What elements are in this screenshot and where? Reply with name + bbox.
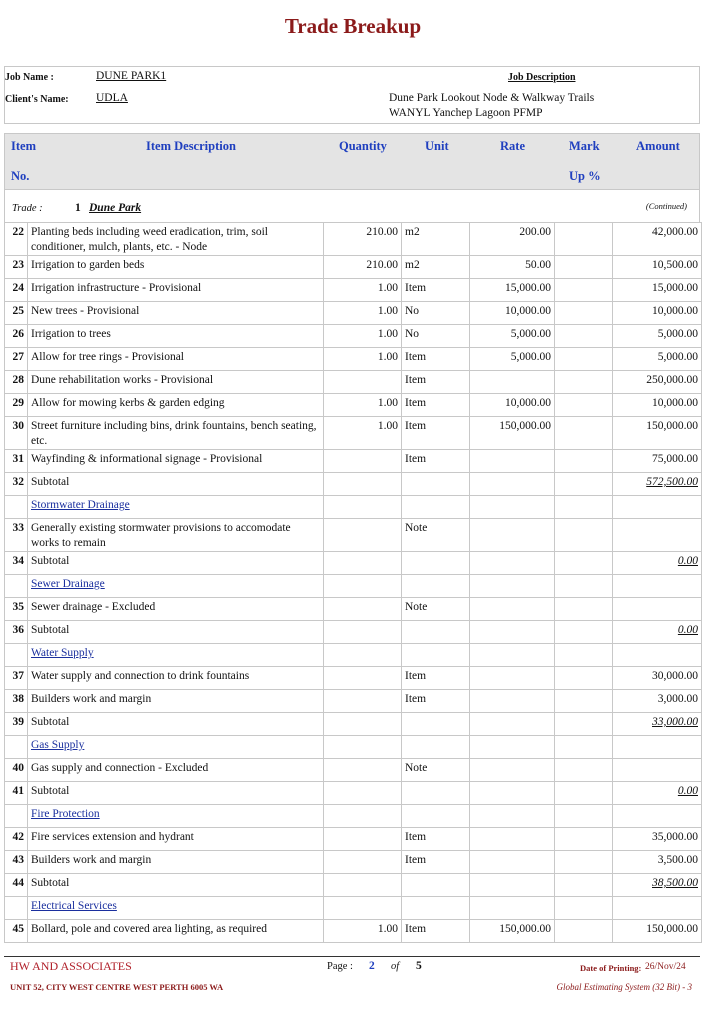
amount-cell <box>613 575 702 598</box>
quantity-cell <box>324 496 402 519</box>
description-cell: Wayfinding & informational signage - Provisional <box>28 450 324 473</box>
rate-cell: 10,000.00 <box>470 394 555 417</box>
section-row <box>5 897 702 920</box>
quantity-cell <box>324 736 402 759</box>
table-row <box>5 223 702 256</box>
footer-address: UNIT 52, CITY WEST CENTRE WEST PERTH 6005 WA <box>10 982 224 992</box>
subtotal-amount: 0.00 <box>677 785 698 797</box>
description-cell: Subtotal <box>28 713 324 736</box>
table-row <box>5 394 702 417</box>
amount-cell: 10,000.00 <box>613 394 702 417</box>
markup-cell <box>555 874 613 897</box>
subtotal-row <box>5 874 702 897</box>
amount-cell <box>613 897 702 920</box>
rate-cell <box>470 450 555 473</box>
rate-cell <box>470 644 555 667</box>
item-number-cell: 30 <box>5 417 28 450</box>
quantity-cell <box>324 874 402 897</box>
description-cell: Street furniture including bins, drink fountains, bench seating, etc. <box>28 417 324 450</box>
amount-cell <box>613 736 702 759</box>
unit-cell <box>402 874 470 897</box>
markup-cell <box>555 759 613 782</box>
description-cell: Allow for tree rings - Provisional <box>28 348 324 371</box>
quantity-cell: 210.00 <box>324 256 402 279</box>
section-link[interactable]: Electrical Services <box>31 900 117 912</box>
items-table <box>4 222 702 943</box>
rate-cell: 150,000.00 <box>470 417 555 450</box>
markup-cell <box>555 302 613 325</box>
amount-cell: 5,000.00 <box>613 325 702 348</box>
quantity-cell: 1.00 <box>324 417 402 450</box>
col-markup-header: Mark <box>569 139 600 153</box>
description-cell: Irrigation to trees <box>28 325 324 348</box>
markup-cell <box>555 325 613 348</box>
quantity-cell <box>324 644 402 667</box>
trade-number: 1 <box>75 202 81 214</box>
markup-cell <box>555 519 613 552</box>
item-number-cell: 26 <box>5 325 28 348</box>
rate-cell <box>470 759 555 782</box>
markup-cell <box>555 782 613 805</box>
rate-cell <box>470 575 555 598</box>
rate-cell <box>470 496 555 519</box>
rate-cell: 150,000.00 <box>470 920 555 943</box>
job-name-value: DUNE PARK1 <box>96 70 167 82</box>
table-row <box>5 348 702 371</box>
item-number-cell: 27 <box>5 348 28 371</box>
rate-cell: 15,000.00 <box>470 279 555 302</box>
section-link[interactable]: Water Supply <box>31 647 94 659</box>
rate-cell <box>470 897 555 920</box>
table-header <box>4 133 700 190</box>
item-number-cell: 38 <box>5 690 28 713</box>
section-link[interactable]: Stormwater Drainage <box>31 499 130 511</box>
unit-cell <box>402 496 470 519</box>
amount-cell: 30,000.00 <box>613 667 702 690</box>
table-row <box>5 256 702 279</box>
unit-cell: Note <box>402 519 470 552</box>
rate-cell <box>470 782 555 805</box>
markup-cell <box>555 496 613 519</box>
col-unit-header: Unit <box>425 139 449 153</box>
item-number-cell: 43 <box>5 851 28 874</box>
unit-cell: Item <box>402 279 470 302</box>
markup-cell <box>555 598 613 621</box>
description-cell: Builders work and margin <box>28 690 324 713</box>
table-row <box>5 417 702 450</box>
unit-cell: Note <box>402 759 470 782</box>
rate-cell <box>470 874 555 897</box>
amount-cell: 3,000.00 <box>613 690 702 713</box>
unit-cell: Item <box>402 450 470 473</box>
unit-cell <box>402 621 470 644</box>
rate-cell <box>470 519 555 552</box>
section-row <box>5 644 702 667</box>
section-link[interactable]: Sewer Drainage <box>31 578 105 590</box>
quantity-cell: 1.00 <box>324 325 402 348</box>
markup-cell <box>555 450 613 473</box>
item-number-cell: 29 <box>5 394 28 417</box>
description-cell <box>28 496 324 519</box>
subtotal-amount: 0.00 <box>677 624 698 636</box>
quantity-cell <box>324 713 402 736</box>
unit-cell: Item <box>402 371 470 394</box>
item-number-cell: 25 <box>5 302 28 325</box>
description-cell: Irrigation to garden beds <box>28 256 324 279</box>
footer-divider <box>4 956 700 957</box>
footer-page-total: 5 <box>416 960 422 972</box>
unit-cell: Item <box>402 920 470 943</box>
description-cell <box>28 897 324 920</box>
markup-cell <box>555 371 613 394</box>
amount-cell <box>613 519 702 552</box>
table-row <box>5 450 702 473</box>
footer-company: HW AND ASSOCIATES <box>10 959 132 973</box>
col-amount-header: Amount <box>636 139 680 153</box>
amount-cell <box>613 496 702 519</box>
subtotal-row <box>5 713 702 736</box>
trade-name: Dune Park <box>89 202 142 214</box>
markup-cell <box>555 279 613 302</box>
item-number-cell: 32 <box>5 473 28 496</box>
table-row <box>5 828 702 851</box>
markup-cell <box>555 256 613 279</box>
item-number-cell: 45 <box>5 920 28 943</box>
table-row <box>5 598 702 621</box>
unit-cell <box>402 473 470 496</box>
rate-cell: 5,000.00 <box>470 325 555 348</box>
amount-cell <box>613 473 702 496</box>
unit-cell: m2 <box>402 256 470 279</box>
rate-cell <box>470 598 555 621</box>
unit-cell <box>402 897 470 920</box>
description-cell <box>28 575 324 598</box>
markup-cell <box>555 223 613 256</box>
table-row <box>5 302 702 325</box>
quantity-cell <box>324 690 402 713</box>
quantity-cell: 1.00 <box>324 279 402 302</box>
footer-system-name: Global Estimating System (32 Bit) - 3 <box>556 982 692 992</box>
item-number-cell: 24 <box>5 279 28 302</box>
col-rate-header: Rate <box>500 139 525 153</box>
job-description-label: Job Description <box>508 72 576 83</box>
rate-cell: 200.00 <box>470 223 555 256</box>
quantity-cell <box>324 805 402 828</box>
table-row <box>5 371 702 394</box>
subtotal-amount: 0.00 <box>677 555 698 567</box>
item-number-cell: 36 <box>5 621 28 644</box>
unit-cell <box>402 644 470 667</box>
item-number-cell: 42 <box>5 828 28 851</box>
description-cell: Subtotal <box>28 621 324 644</box>
subtotal-amount: 33,000.00 <box>652 716 698 728</box>
item-number-cell: 23 <box>5 256 28 279</box>
description-cell <box>28 805 324 828</box>
col-item-no-header: No. <box>11 169 30 183</box>
rate-cell: 10,000.00 <box>470 302 555 325</box>
amount-cell <box>613 644 702 667</box>
unit-cell <box>402 552 470 575</box>
item-number-cell: 44 <box>5 874 28 897</box>
rate-cell <box>470 552 555 575</box>
quantity-cell <box>324 851 402 874</box>
amount-cell <box>613 782 702 805</box>
unit-cell: Item <box>402 851 470 874</box>
subtotal-row <box>5 621 702 644</box>
item-number-cell: 22 <box>5 223 28 256</box>
amount-cell: 15,000.00 <box>613 279 702 302</box>
section-link[interactable]: Fire Protection <box>31 808 100 820</box>
item-number-cell <box>5 805 28 828</box>
rate-cell: 5,000.00 <box>470 348 555 371</box>
col-description-header: Item Description <box>146 139 236 153</box>
table-row <box>5 920 702 943</box>
item-number-cell: 28 <box>5 371 28 394</box>
markup-cell <box>555 690 613 713</box>
unit-cell: m2 <box>402 223 470 256</box>
markup-cell <box>555 473 613 496</box>
rate-cell <box>470 667 555 690</box>
section-row <box>5 496 702 519</box>
markup-cell <box>555 667 613 690</box>
rate-cell <box>470 473 555 496</box>
amount-cell: 10,000.00 <box>613 302 702 325</box>
item-number-cell: 41 <box>5 782 28 805</box>
description-cell: Subtotal <box>28 552 324 575</box>
table-row <box>5 851 702 874</box>
quantity-cell: 1.00 <box>324 302 402 325</box>
items-table-body <box>5 223 702 943</box>
quantity-cell <box>324 621 402 644</box>
description-cell: Sewer drainage - Excluded <box>28 598 324 621</box>
amount-cell: 250,000.00 <box>613 371 702 394</box>
table-row <box>5 667 702 690</box>
unit-cell <box>402 713 470 736</box>
client-name-value: UDLA <box>96 92 128 104</box>
item-number-cell: 33 <box>5 519 28 552</box>
quantity-cell: 1.00 <box>324 920 402 943</box>
item-number-cell <box>5 644 28 667</box>
footer-date-value: 26/Nov/24 <box>645 962 686 972</box>
section-row <box>5 805 702 828</box>
description-cell: Bollard, pole and covered area lighting, as required <box>28 920 324 943</box>
footer-page-number: 2 <box>369 960 375 972</box>
unit-cell: No <box>402 325 470 348</box>
markup-cell <box>555 713 613 736</box>
quantity-cell <box>324 828 402 851</box>
rate-cell <box>470 805 555 828</box>
job-description-line1: Dune Park Lookout Node & Walkway Trails <box>389 92 595 104</box>
continued-note: (Continued) <box>645 201 687 211</box>
item-number-cell <box>5 496 28 519</box>
rate-cell: 50.00 <box>470 256 555 279</box>
quantity-cell <box>324 667 402 690</box>
markup-cell <box>555 644 613 667</box>
description-cell <box>28 736 324 759</box>
description-cell <box>28 644 324 667</box>
subtotal-row <box>5 473 702 496</box>
description-cell: New trees - Provisional <box>28 302 324 325</box>
amount-cell: 150,000.00 <box>613 417 702 450</box>
unit-cell <box>402 805 470 828</box>
quantity-cell <box>324 759 402 782</box>
unit-cell <box>402 736 470 759</box>
markup-cell <box>555 897 613 920</box>
item-number-cell: 40 <box>5 759 28 782</box>
description-cell: Builders work and margin <box>28 851 324 874</box>
amount-cell <box>613 874 702 897</box>
quantity-cell <box>324 598 402 621</box>
item-number-cell: 39 <box>5 713 28 736</box>
unit-cell: Note <box>402 598 470 621</box>
description-cell: Allow for mowing kerbs & garden edging <box>28 394 324 417</box>
section-link[interactable]: Gas Supply <box>31 739 85 751</box>
description-cell: Planting beds including weed eradication, trim, soil conditioner, mulch, plants, etc. - Node <box>28 223 324 256</box>
page-title: Trade Breakup <box>284 14 422 38</box>
job-info-box <box>4 66 700 124</box>
footer-date-label: Date of Printing: <box>580 963 642 973</box>
amount-cell: 35,000.00 <box>613 828 702 851</box>
table-row <box>5 325 702 348</box>
table-row <box>5 279 702 302</box>
amount-cell <box>613 805 702 828</box>
subtotal-amount: 38,500.00 <box>652 877 698 889</box>
description-cell: Water supply and connection to drink fountains <box>28 667 324 690</box>
rate-cell <box>470 621 555 644</box>
markup-cell <box>555 736 613 759</box>
amount-cell: 3,500.00 <box>613 851 702 874</box>
job-description-line2: WANYL Yanchep Lagoon PFMP <box>389 107 543 119</box>
quantity-cell <box>324 371 402 394</box>
unit-cell: Item <box>402 348 470 371</box>
quantity-cell <box>324 519 402 552</box>
item-number-cell <box>5 897 28 920</box>
subtotal-amount: 572,500.00 <box>646 476 698 488</box>
amount-cell <box>613 713 702 736</box>
amount-cell: 10,500.00 <box>613 256 702 279</box>
unit-cell: Item <box>402 690 470 713</box>
markup-cell <box>555 348 613 371</box>
unit-cell: No <box>402 302 470 325</box>
rate-cell <box>470 851 555 874</box>
quantity-cell <box>324 897 402 920</box>
rate-cell <box>470 736 555 759</box>
rate-cell <box>470 713 555 736</box>
amount-cell: 75,000.00 <box>613 450 702 473</box>
markup-cell <box>555 828 613 851</box>
footer-of-label: of <box>391 961 400 972</box>
markup-cell <box>555 417 613 450</box>
item-number-cell: 35 <box>5 598 28 621</box>
item-number-cell: 34 <box>5 552 28 575</box>
amount-cell <box>613 759 702 782</box>
quantity-cell: 1.00 <box>324 348 402 371</box>
footer-page-label: Page : <box>327 961 353 972</box>
markup-cell <box>555 851 613 874</box>
description-cell: Generally existing stormwater provisions to accomodate works to remain <box>28 519 324 552</box>
item-number-cell <box>5 736 28 759</box>
markup-cell <box>555 621 613 644</box>
description-cell: Subtotal <box>28 874 324 897</box>
item-number-cell: 37 <box>5 667 28 690</box>
trade-heading <box>4 190 700 222</box>
unit-cell: Item <box>402 667 470 690</box>
subtotal-row <box>5 552 702 575</box>
quantity-cell <box>324 575 402 598</box>
quantity-cell: 210.00 <box>324 223 402 256</box>
description-cell: Fire services extension and hydrant <box>28 828 324 851</box>
quantity-cell <box>324 782 402 805</box>
markup-cell <box>555 920 613 943</box>
rate-cell <box>470 690 555 713</box>
amount-cell <box>613 598 702 621</box>
unit-cell: Item <box>402 417 470 450</box>
job-name-label: Job Name : <box>5 72 54 83</box>
section-row <box>5 736 702 759</box>
table-row <box>5 759 702 782</box>
table-row <box>5 690 702 713</box>
description-cell: Gas supply and connection - Excluded <box>28 759 324 782</box>
description-cell: Dune rehabilitation works - Provisional <box>28 371 324 394</box>
rate-cell <box>470 828 555 851</box>
section-row <box>5 575 702 598</box>
unit-cell: Item <box>402 828 470 851</box>
amount-cell <box>613 552 702 575</box>
amount-cell <box>613 621 702 644</box>
col-item-header: Item <box>11 139 36 153</box>
client-name-label: Client's Name: <box>5 94 69 105</box>
amount-cell: 5,000.00 <box>613 348 702 371</box>
col-markup-pct-header: Up % <box>569 169 601 183</box>
unit-cell <box>402 782 470 805</box>
unit-cell <box>402 575 470 598</box>
subtotal-row <box>5 782 702 805</box>
unit-cell: Item <box>402 394 470 417</box>
quantity-cell <box>324 450 402 473</box>
markup-cell <box>555 552 613 575</box>
col-quantity-header: Quantity <box>339 139 387 153</box>
quantity-cell <box>324 552 402 575</box>
rate-cell <box>470 371 555 394</box>
description-cell: Irrigation infrastructure - Provisional <box>28 279 324 302</box>
quantity-cell: 1.00 <box>324 394 402 417</box>
description-cell: Subtotal <box>28 473 324 496</box>
markup-cell <box>555 575 613 598</box>
description-cell: Subtotal <box>28 782 324 805</box>
markup-cell <box>555 394 613 417</box>
amount-cell: 150,000.00 <box>613 920 702 943</box>
item-number-cell <box>5 575 28 598</box>
item-number-cell: 31 <box>5 450 28 473</box>
amount-cell: 42,000.00 <box>613 223 702 256</box>
table-row <box>5 519 702 552</box>
markup-cell <box>555 805 613 828</box>
quantity-cell <box>324 473 402 496</box>
trade-label: Trade : <box>12 203 43 214</box>
